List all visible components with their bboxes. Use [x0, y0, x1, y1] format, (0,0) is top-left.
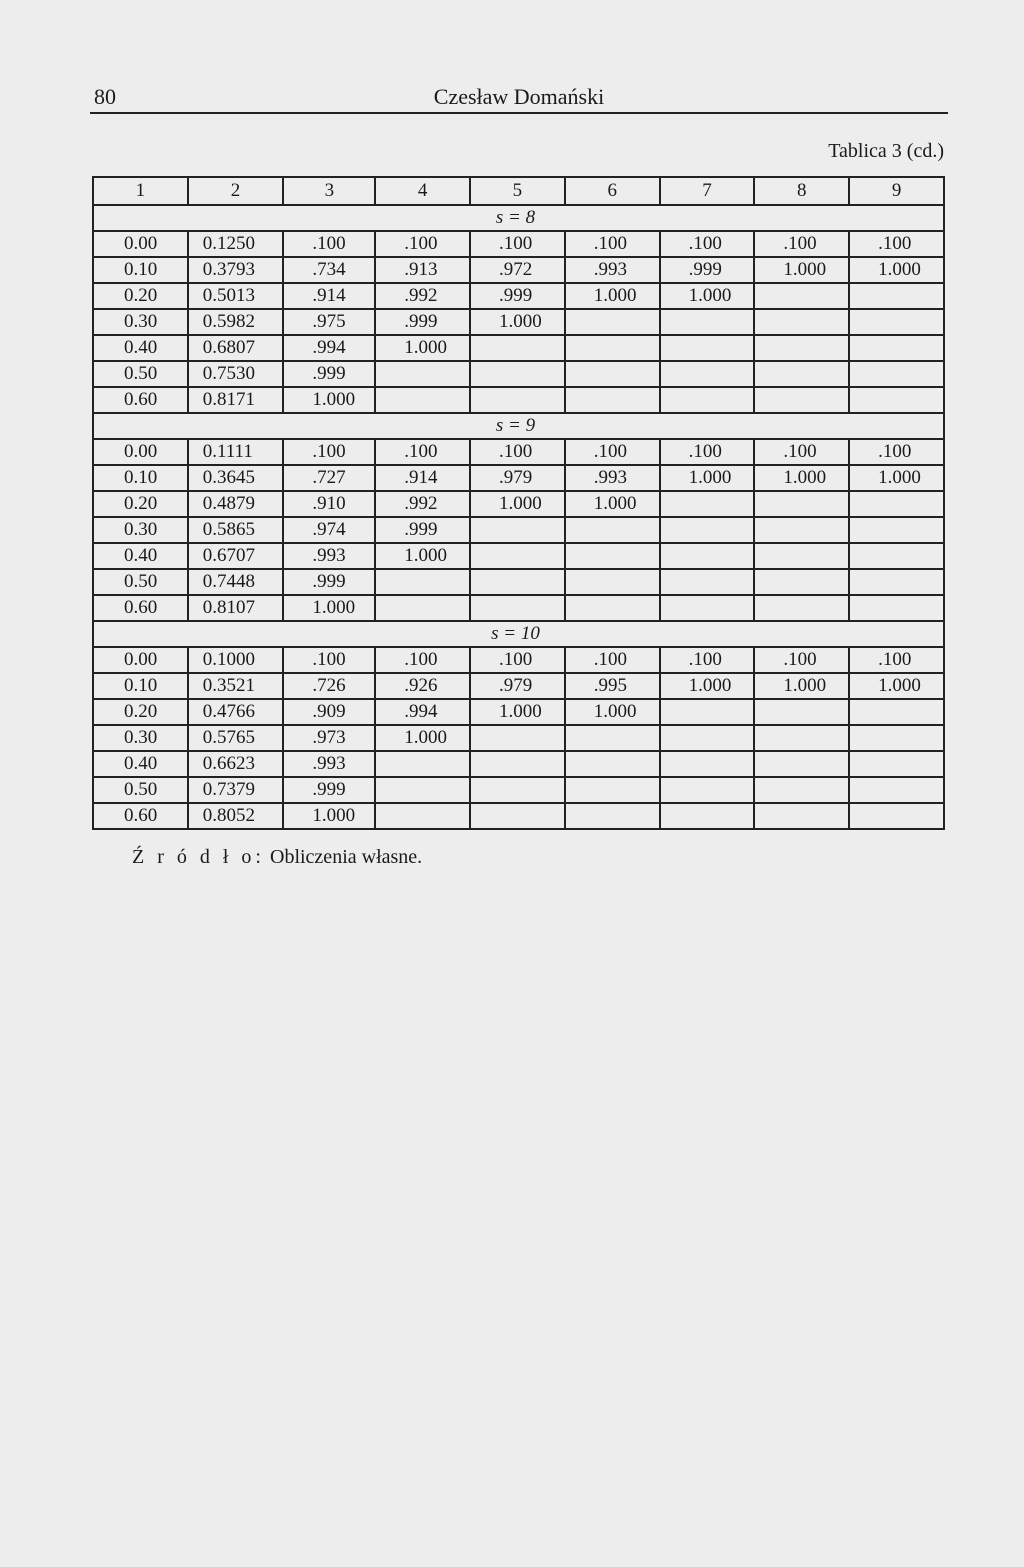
table-cell: 0.00	[93, 647, 188, 673]
table-row	[93, 777, 944, 803]
table-cell: 0.30	[93, 725, 188, 751]
table-cell: .910	[283, 491, 375, 517]
table-cell	[660, 361, 755, 387]
table-cell: .100	[565, 647, 660, 673]
table-cell: 1.000	[660, 673, 755, 699]
table-cell	[660, 543, 755, 569]
table-cell: .999	[470, 283, 565, 309]
table-cell: .993	[565, 465, 660, 491]
table-cell: .100	[849, 231, 944, 257]
table-cell	[565, 387, 660, 413]
column-header: 3	[283, 177, 375, 205]
table-row	[93, 439, 944, 465]
table-cell: 1.000	[660, 283, 755, 309]
table-cell	[375, 361, 470, 387]
table-row	[93, 647, 944, 673]
table-row	[93, 751, 944, 777]
table-cell	[754, 283, 849, 309]
table-cell	[754, 569, 849, 595]
table-cell: 0.10	[93, 465, 188, 491]
group-label: s = 10	[93, 621, 944, 647]
table-cell: .100	[754, 231, 849, 257]
table-cell: .999	[283, 361, 375, 387]
table-cell: 0.1000	[188, 647, 284, 673]
table-cell	[849, 361, 944, 387]
table-cell	[660, 517, 755, 543]
table-cell: 0.5982	[188, 309, 284, 335]
table-cell: 0.40	[93, 543, 188, 569]
group-header-row	[93, 205, 944, 231]
table-cell: .993	[283, 751, 375, 777]
table-cell	[754, 777, 849, 803]
table-cell	[754, 543, 849, 569]
table-cell: .974	[283, 517, 375, 543]
table-cell: .999	[375, 517, 470, 543]
table-cell: 1.000	[470, 699, 565, 725]
table-cell: 0.1111	[188, 439, 284, 465]
table-cell: 1.000	[754, 673, 849, 699]
table-cell	[660, 335, 755, 361]
table-row	[93, 335, 944, 361]
table-cell: 0.10	[93, 673, 188, 699]
table-cell: 0.3793	[188, 257, 284, 283]
table-cell	[849, 543, 944, 569]
table-cell: 0.50	[93, 361, 188, 387]
table-cell: .100	[660, 647, 755, 673]
table-cell: 1.000	[283, 803, 375, 829]
table-cell	[849, 725, 944, 751]
table-cell	[754, 491, 849, 517]
table-cell: .100	[375, 231, 470, 257]
table-cell: .100	[754, 439, 849, 465]
table-cell: 0.7379	[188, 777, 284, 803]
table-row	[93, 673, 944, 699]
table-cell: 0.00	[93, 231, 188, 257]
table-cell: .100	[754, 647, 849, 673]
table-cell: 0.50	[93, 569, 188, 595]
table-cell: 1.000	[375, 543, 470, 569]
table-cell	[470, 335, 565, 361]
table-cell	[754, 595, 849, 621]
table-cell	[470, 387, 565, 413]
table-cell: 0.20	[93, 491, 188, 517]
table-cell	[470, 569, 565, 595]
table-cell: .100	[565, 439, 660, 465]
table-cell	[470, 725, 565, 751]
table-cell	[849, 387, 944, 413]
column-header: 5	[470, 177, 565, 205]
table-cell	[660, 751, 755, 777]
table-cell	[660, 569, 755, 595]
table-cell: 1.000	[565, 491, 660, 517]
table-row	[93, 283, 944, 309]
table-cell	[754, 699, 849, 725]
table-cell: 1.000	[470, 309, 565, 335]
table-cell: 0.5013	[188, 283, 284, 309]
table-cell	[849, 283, 944, 309]
table-cell	[470, 777, 565, 803]
table-cell: 0.20	[93, 283, 188, 309]
table-cell	[754, 751, 849, 777]
table-cell: 0.8171	[188, 387, 284, 413]
table-cell: 1.000	[849, 257, 944, 283]
table-cell: 1.000	[375, 725, 470, 751]
table-cell	[565, 751, 660, 777]
table-cell: 0.20	[93, 699, 188, 725]
table-cell: .100	[660, 439, 755, 465]
column-header: 2	[188, 177, 284, 205]
table-cell	[565, 335, 660, 361]
table-row	[93, 803, 944, 829]
table-cell	[849, 803, 944, 829]
table-row	[93, 491, 944, 517]
table-cell: 0.1250	[188, 231, 284, 257]
table-row	[93, 699, 944, 725]
table-cell	[849, 569, 944, 595]
table-cell: 0.10	[93, 257, 188, 283]
table-cell	[565, 777, 660, 803]
table-cell: .992	[375, 283, 470, 309]
page-header	[90, 82, 948, 114]
table-cell: .973	[283, 725, 375, 751]
table-cell	[849, 777, 944, 803]
table-cell	[470, 361, 565, 387]
table-cell	[849, 595, 944, 621]
table-cell: .100	[849, 647, 944, 673]
table-cell: 0.30	[93, 309, 188, 335]
table-row	[93, 231, 944, 257]
table-caption: Tablica 3 (cd.)	[828, 140, 944, 162]
table-cell: 0.60	[93, 803, 188, 829]
table-cell	[375, 569, 470, 595]
table-cell: .993	[283, 543, 375, 569]
table-cell: 0.60	[93, 387, 188, 413]
table-cell: 0.4766	[188, 699, 284, 725]
table-cell: 0.7530	[188, 361, 284, 387]
table-cell: .999	[660, 257, 755, 283]
table-cell: 0.3645	[188, 465, 284, 491]
table-cell: .100	[849, 439, 944, 465]
table-cell: .993	[565, 257, 660, 283]
table-cell	[849, 491, 944, 517]
table-row	[93, 595, 944, 621]
table-cell: 1.000	[283, 595, 375, 621]
group-header-row	[93, 621, 944, 647]
table-cell	[470, 751, 565, 777]
column-header: 1	[93, 177, 188, 205]
table-cell: 1.000	[470, 491, 565, 517]
table-cell	[565, 725, 660, 751]
table-cell	[849, 517, 944, 543]
source-text: Obliczenia własne.	[270, 846, 423, 868]
table-row	[93, 387, 944, 413]
page-number: 80	[94, 84, 116, 109]
table-cell: .972	[470, 257, 565, 283]
table-cell	[754, 387, 849, 413]
column-header: 9	[849, 177, 944, 205]
table-cell: .994	[283, 335, 375, 361]
table-cell: 1.000	[754, 465, 849, 491]
table-cell	[565, 803, 660, 829]
table-cell	[754, 517, 849, 543]
table-cell: .999	[283, 569, 375, 595]
table-cell: .100	[375, 647, 470, 673]
table-cell	[660, 725, 755, 751]
table-cell: 0.5865	[188, 517, 284, 543]
table-cell: 1.000	[849, 673, 944, 699]
table-cell	[375, 803, 470, 829]
table-cell	[375, 387, 470, 413]
table-cell: .914	[283, 283, 375, 309]
table-cell: .100	[283, 439, 375, 465]
table-cell: 0.8052	[188, 803, 284, 829]
table-cell: .734	[283, 257, 375, 283]
table-cell: .100	[470, 647, 565, 673]
table-row	[93, 569, 944, 595]
table-cell: .995	[565, 673, 660, 699]
table-cell: .994	[375, 699, 470, 725]
table-cell: 0.6807	[188, 335, 284, 361]
group-label: s = 9	[93, 413, 944, 439]
table-row	[93, 257, 944, 283]
table-cell	[660, 491, 755, 517]
table-cell: .100	[470, 231, 565, 257]
table-cell	[470, 803, 565, 829]
table-cell: .100	[660, 231, 755, 257]
column-header: 8	[754, 177, 849, 205]
table-cell: 1.000	[375, 335, 470, 361]
column-header: 6	[565, 177, 660, 205]
source-note	[132, 846, 422, 869]
table-cell: 1.000	[754, 257, 849, 283]
table-cell	[660, 387, 755, 413]
table-cell: .999	[375, 309, 470, 335]
table-cell: .926	[375, 673, 470, 699]
table-cell	[470, 595, 565, 621]
table-cell: .999	[283, 777, 375, 803]
table-cell: .727	[283, 465, 375, 491]
table-cell: 0.6707	[188, 543, 284, 569]
table-cell	[754, 335, 849, 361]
table-cell	[565, 595, 660, 621]
table-cell	[375, 595, 470, 621]
table-cell: 0.3521	[188, 673, 284, 699]
table-cell: 0.30	[93, 517, 188, 543]
column-header: 7	[660, 177, 755, 205]
table-cell: .979	[470, 465, 565, 491]
running-head-author: Czesław Domański	[433, 84, 605, 109]
group-header-row	[93, 413, 944, 439]
table-row	[93, 361, 944, 387]
table-cell	[754, 309, 849, 335]
table-cell: .992	[375, 491, 470, 517]
table-header-row	[93, 177, 944, 205]
table-cell	[849, 309, 944, 335]
table-cell: .979	[470, 673, 565, 699]
table-cell: 0.60	[93, 595, 188, 621]
table-cell	[565, 361, 660, 387]
table-row	[93, 309, 944, 335]
table-cell	[470, 517, 565, 543]
table-cell: .100	[470, 439, 565, 465]
table-cell	[660, 595, 755, 621]
table-cell	[754, 803, 849, 829]
table-cell	[660, 777, 755, 803]
table-cell	[375, 751, 470, 777]
table-cell	[660, 699, 755, 725]
table-cell	[849, 751, 944, 777]
table-cell: 1.000	[660, 465, 755, 491]
table-row	[93, 725, 944, 751]
table-cell: 0.00	[93, 439, 188, 465]
table-cell: 0.50	[93, 777, 188, 803]
table-cell: 0.5765	[188, 725, 284, 751]
table-cell: 0.6623	[188, 751, 284, 777]
table-cell: .726	[283, 673, 375, 699]
table-cell: 1.000	[565, 699, 660, 725]
results-table	[92, 176, 945, 830]
table-cell: 0.40	[93, 335, 188, 361]
table-cell: 0.7448	[188, 569, 284, 595]
table-row	[93, 543, 944, 569]
group-label: s = 8	[93, 205, 944, 231]
table-cell	[565, 309, 660, 335]
table-cell	[849, 699, 944, 725]
table-cell: .975	[283, 309, 375, 335]
table-cell	[754, 361, 849, 387]
table-body	[93, 177, 944, 829]
table-cell	[660, 309, 755, 335]
table-cell	[565, 543, 660, 569]
table-cell: 0.4879	[188, 491, 284, 517]
table-cell	[470, 543, 565, 569]
table-cell: .100	[283, 231, 375, 257]
table-cell: 1.000	[849, 465, 944, 491]
table-row	[93, 517, 944, 543]
table-cell	[849, 335, 944, 361]
table-cell	[565, 569, 660, 595]
table-cell	[754, 725, 849, 751]
table-cell	[375, 777, 470, 803]
table-cell: 0.40	[93, 751, 188, 777]
table-cell: .909	[283, 699, 375, 725]
table-cell: .913	[375, 257, 470, 283]
table-cell: 1.000	[283, 387, 375, 413]
table-cell: .914	[375, 465, 470, 491]
table-row	[93, 465, 944, 491]
column-header: 4	[375, 177, 470, 205]
source-label: Ź r ó d ł o:	[132, 846, 265, 868]
table-cell: 0.8107	[188, 595, 284, 621]
table-cell: .100	[375, 439, 470, 465]
table-cell: .100	[283, 647, 375, 673]
table-cell	[660, 803, 755, 829]
table-cell: .100	[565, 231, 660, 257]
table-cell	[565, 517, 660, 543]
table-cell: 1.000	[565, 283, 660, 309]
